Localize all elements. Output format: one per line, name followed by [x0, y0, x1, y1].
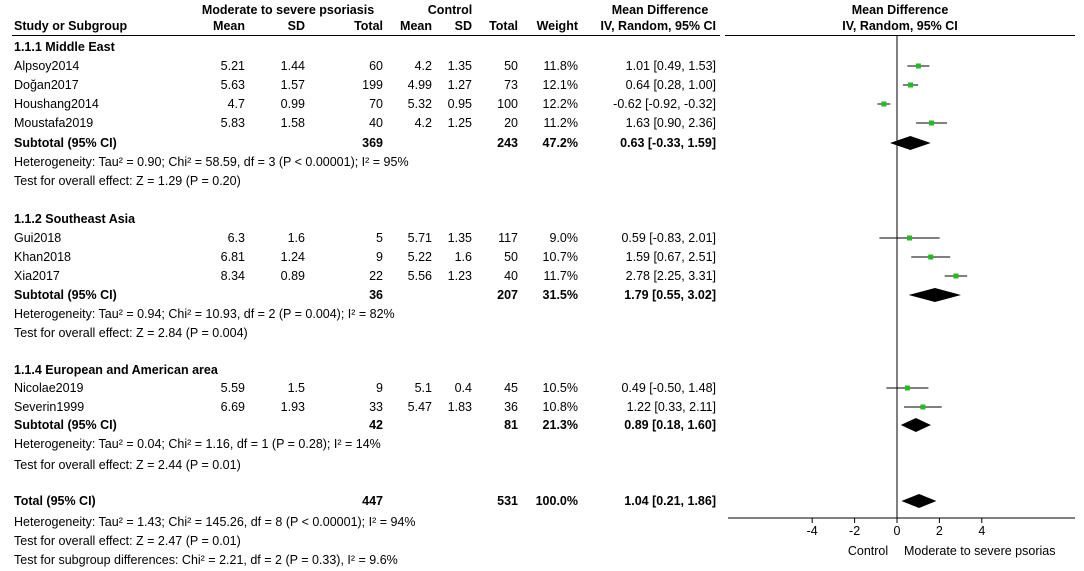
study-total-b: 100: [497, 97, 518, 111]
study-weight: 12.1%: [542, 78, 578, 92]
study-point: [928, 255, 933, 260]
study-point: [916, 64, 921, 69]
overall-effect-text: Test for overall effect: Z = 1.29 (P = 0.20): [14, 174, 241, 188]
study-ci: 1.22 [0.33, 2.11]: [626, 400, 716, 414]
study-mean-a: 5.83: [220, 116, 245, 130]
total-weight: 100.0%: [535, 494, 578, 508]
subgroup-differences-text: Test for subgroup differences: Chi² = 2.21, df = 2 (P = 0.33), I² = 9.6%: [14, 553, 398, 567]
summary-diamond: [909, 288, 961, 302]
study-total-b: 50: [504, 59, 518, 73]
study-name: Nicolae2019: [14, 381, 84, 395]
study-total-b: 45: [504, 381, 518, 395]
study-mean-b: 5.22: [407, 250, 432, 264]
study-total-a: 33: [369, 400, 383, 414]
study-name: Moustafa2019: [14, 116, 94, 130]
study-total-a: 9: [376, 381, 383, 395]
study-ci: 2.78 [2.25, 3.31]: [625, 269, 716, 283]
study-sd-b: 1.35: [447, 59, 472, 73]
col-ci: IV, Random, 95% CI: [600, 19, 716, 33]
study-sd-b: 1.83: [447, 400, 472, 414]
study-point: [908, 83, 913, 88]
study-sd-b: 0.95: [447, 97, 472, 111]
study-weight: 10.5%: [542, 381, 578, 395]
study-sd-b: 0.4: [454, 381, 472, 395]
group-b-header: Control: [427, 3, 473, 17]
study-total-b: 73: [504, 78, 518, 92]
summary-diamond: [901, 418, 931, 432]
study-total-a: 70: [369, 97, 383, 111]
study-total-b: 36: [504, 400, 518, 414]
study-sd-a: 1.93: [280, 400, 305, 414]
col-total-b: Total: [489, 19, 518, 33]
study-weight: 11.2%: [543, 116, 578, 130]
study-mean-b: 5.71: [407, 231, 432, 245]
col-mean-b: Mean: [400, 19, 432, 33]
subtotal-total-b: 81: [504, 418, 518, 432]
study-sd-b: 1.6: [454, 250, 472, 264]
study-name: Doğan2017: [14, 78, 79, 92]
study-point: [905, 386, 910, 391]
study-point: [929, 121, 934, 126]
x-tick-label: -4: [806, 524, 818, 538]
summary-diamond: [890, 136, 931, 150]
study-total-b: 50: [504, 250, 518, 264]
total-label: Total (95% CI): [14, 494, 96, 508]
effect-header: Mean Difference: [611, 3, 709, 17]
study-sd-b: 1.25: [447, 116, 472, 130]
study-total-a: 5: [376, 231, 383, 245]
study-mean-a: 6.3: [227, 231, 245, 245]
subtotal-total-b: 207: [497, 288, 518, 302]
study-mean-a: 5.21: [220, 59, 245, 73]
x-tick-label: 0: [893, 524, 901, 538]
subtotal-total-a: 42: [369, 418, 383, 432]
subtotal-total-a: 369: [362, 136, 383, 150]
study-name: Khan2018: [14, 250, 72, 264]
study-mean-b: 5.56: [407, 269, 432, 283]
x-label-control: Control: [847, 544, 889, 558]
study-total-b: 40: [504, 269, 518, 283]
study-mean-a: 4.7: [227, 97, 245, 111]
total-overall-effect-text: Test for overall effect: Z = 2.47 (P = 0.01): [14, 534, 241, 548]
total-heterogeneity-text: Heterogeneity: Tau² = 1.43; Chi² = 145.26, df = 8 (P < 0.00001); I² = 94%: [14, 515, 416, 529]
study-total-a: 40: [369, 116, 383, 130]
study-sd-b: 1.27: [447, 78, 472, 92]
study-weight: 9.0%: [549, 231, 578, 245]
overall-effect-text: Test for overall effect: Z = 2.84 (P = 0.004): [14, 326, 248, 340]
subgroup-title: 1.1.4 European and American area: [14, 363, 218, 377]
study-name: Severin1999: [14, 400, 85, 414]
study-ci: -0.62 [-0.92, -0.32]: [613, 97, 716, 111]
subtotal-total-b: 243: [497, 136, 518, 150]
study-total-a: 60: [369, 59, 383, 73]
heterogeneity-text: Heterogeneity: Tau² = 0.04; Chi² = 1.16, df = 1 (P = 0.28); I² = 14%: [14, 437, 381, 451]
effect-plot-header: Mean Difference: [851, 3, 949, 17]
study-weight: 10.7%: [542, 250, 578, 264]
study-point: [907, 236, 912, 241]
x-label-treatment: Moderate to severe psorias: [904, 544, 1056, 558]
study-ci: 1.59 [0.67, 2.51]: [625, 250, 716, 264]
study-total-a: 22: [369, 269, 383, 283]
study-sd-a: 1.58: [280, 116, 305, 130]
study-ci: 0.59 [-0.83, 2.01]: [621, 231, 716, 245]
subtotal-ci: 1.79 [0.55, 3.02]: [624, 288, 716, 302]
subtotal-ci: 0.63 [-0.33, 1.59]: [620, 136, 716, 150]
col-total-a: Total: [354, 19, 383, 33]
study-point: [881, 102, 886, 107]
subgroup-title: 1.1.2 Southeast Asia: [14, 212, 136, 226]
study-sd-a: 0.89: [280, 269, 305, 283]
study-total-b: 117: [498, 231, 518, 245]
study-mean-b: 5.47: [407, 400, 432, 414]
subtotal-total-a: 36: [369, 288, 383, 302]
study-weight: 11.7%: [543, 269, 578, 283]
overall-effect-text: Test for overall effect: Z = 2.44 (P = 0.01): [14, 458, 241, 472]
subtotal-label: Subtotal (95% CI): [14, 418, 117, 432]
summary-diamond: [901, 494, 936, 508]
study-point: [953, 274, 958, 279]
group-a-header: Moderate to severe psoriasis: [201, 3, 375, 17]
subtotal-weight: 21.3%: [542, 418, 578, 432]
study-ci: 0.64 [0.28, 1.00]: [625, 78, 716, 92]
study-name: Gui2018: [14, 231, 62, 245]
col-weight: Weight: [536, 19, 578, 33]
study-weight: 11.8%: [543, 59, 578, 73]
study-mean-a: 8.34: [220, 269, 245, 283]
study-name: Xia2017: [14, 269, 60, 283]
subgroup-title: 1.1.1 Middle East: [14, 40, 115, 54]
subtotal-label: Subtotal (95% CI): [14, 136, 117, 150]
study-weight: 10.8%: [542, 400, 578, 414]
study-sd-a: 1.6: [287, 231, 305, 245]
study-mean-b: 4.2: [414, 59, 432, 73]
study-total-b: 20: [504, 116, 518, 130]
study-mean-a: 6.81: [220, 250, 245, 264]
study-weight: 12.2%: [542, 97, 578, 111]
study-point: [920, 405, 925, 410]
study-mean-a: 6.69: [220, 400, 245, 414]
study-ci: 1.63 [0.90, 2.36]: [625, 116, 716, 130]
study-mean-b: 5.1: [414, 381, 432, 395]
col-sd-b: SD: [454, 19, 472, 33]
study-total-a: 199: [362, 78, 383, 92]
study-ci: 0.49 [-0.50, 1.48]: [621, 381, 716, 395]
subtotal-label: Subtotal (95% CI): [14, 288, 117, 302]
subtotal-weight: 47.2%: [542, 136, 578, 150]
subtotal-weight: 31.5%: [542, 288, 578, 302]
study-mean-a: 5.59: [220, 381, 245, 395]
col-mean-a: Mean: [213, 19, 245, 33]
subtotal-ci: 0.89 [0.18, 1.60]: [624, 418, 716, 432]
study-sd-a: 1.57: [280, 78, 305, 92]
total-total-b: 531: [497, 494, 518, 508]
x-tick-label: 4: [978, 524, 986, 538]
study-name: Houshang2014: [14, 97, 99, 111]
x-tick-label: 2: [935, 524, 943, 538]
col-sd-a: SD: [287, 19, 305, 33]
study-mean-a: 5.63: [220, 78, 245, 92]
total-ci: 1.04 [0.21, 1.86]: [624, 494, 716, 508]
study-ci: 1.01 [0.49, 1.53]: [625, 59, 716, 73]
heterogeneity-text: Heterogeneity: Tau² = 0.94; Chi² = 10.93, df = 2 (P = 0.004); I² = 82%: [14, 307, 395, 321]
study-total-a: 9: [376, 250, 383, 264]
col-study: Study or Subgroup: [14, 19, 128, 33]
study-sd-b: 1.23: [447, 269, 472, 283]
study-mean-b: 4.99: [407, 78, 432, 92]
study-sd-a: 1.24: [280, 250, 305, 264]
heterogeneity-text: Heterogeneity: Tau² = 0.90; Chi² = 58.59, df = 3 (P < 0.00001); I² = 95%: [14, 155, 409, 169]
study-sd-a: 0.99: [280, 97, 305, 111]
total-total-a: 447: [362, 494, 383, 508]
col-ci-plot: IV, Random, 95% CI: [842, 19, 958, 33]
study-sd-b: 1.35: [447, 231, 472, 245]
study-sd-a: 1.44: [280, 59, 305, 73]
x-tick-label: -2: [849, 524, 861, 538]
study-sd-a: 1.5: [287, 381, 305, 395]
study-name: Alpsoy2014: [14, 59, 80, 73]
study-mean-b: 5.32: [407, 97, 432, 111]
study-mean-b: 4.2: [414, 116, 432, 130]
